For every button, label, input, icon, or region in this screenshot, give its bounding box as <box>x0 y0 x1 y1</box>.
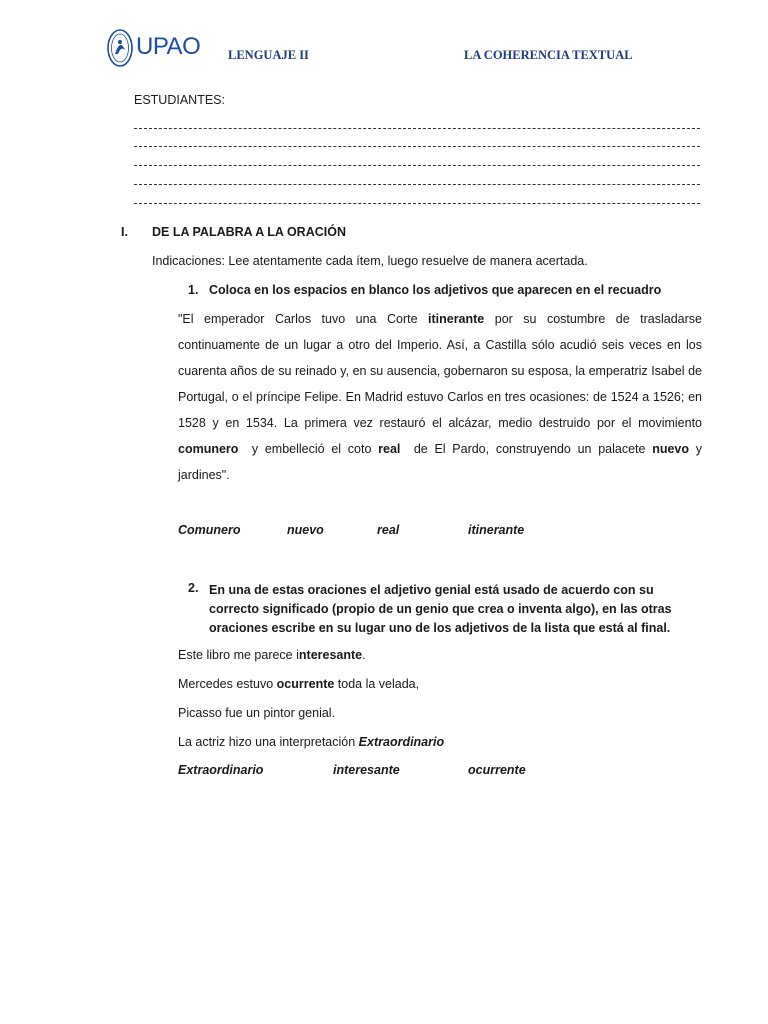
page-header <box>106 28 666 72</box>
answer-word: real <box>378 442 401 456</box>
answer-word: comunero <box>178 442 239 456</box>
topic-title: LA COHERENCIA TEXTUAL <box>464 48 633 62</box>
word-bank-2-item: ocurrente <box>468 763 526 777</box>
indications: Indicaciones: Lee atentamente cada ítem, luego resuelve de manera acertada. <box>152 254 588 268</box>
sentence-text: . <box>362 648 366 662</box>
word-bank-1-item: Comunero <box>178 523 241 537</box>
para-text: de El Pardo, construyendo un palacete <box>400 442 653 456</box>
student-line-3 <box>134 165 700 166</box>
students-label: ESTUDIANTES: <box>134 93 225 107</box>
word-bank-1-item: real <box>377 523 400 537</box>
sentence-text: La actriz hizo una interpretación <box>178 735 359 749</box>
question-1-paragraph <box>178 306 702 488</box>
student-line-1 <box>134 128 700 129</box>
sentence-4 <box>178 735 444 749</box>
para-text: y jardines". <box>178 442 702 482</box>
sentence-text: toda la velada, <box>334 677 420 691</box>
upao-logo <box>106 28 200 68</box>
word-bank-2-item: interesante <box>333 763 400 777</box>
section-title: DE LA PALABRA A LA ORACIÓN <box>152 225 346 239</box>
sentence-text: Mercedes estuvo <box>178 677 277 691</box>
answer-word: nteresante <box>298 648 363 662</box>
sentence-text: Este libro me parece i <box>178 648 299 662</box>
question-1-text: Coloca en los espacios en blanco los adjetivos que aparecen en el recuadro <box>209 283 662 297</box>
word-bank-1-item: nuevo <box>287 523 324 537</box>
student-line-5 <box>134 203 700 204</box>
section-number: I. <box>121 225 128 239</box>
para-text: por su costumbre de trasladarse continuamente de un lugar a otro del Imperio. Así, a Castilla sólo acudió seis veces en los cuarenta años de su reinado y, en su ausencia, gobernaron su esposa, la emperatriz Isabel de Portugal, o el príncipe Felipe. En Madrid estuvo Carlos en tres ocasiones: de 1524 a 1526; en 1528 y en 1534. La primera vez restauró el alcázar, medio destruido por el movimiento <box>178 312 702 430</box>
para-text: "El emperador Carlos tuvo una Corte <box>178 312 428 326</box>
student-line-2 <box>134 146 700 147</box>
question-2-number: 2. <box>188 581 199 595</box>
upao-seal-icon <box>106 28 134 68</box>
para-text: y embelleció el coto <box>238 442 379 456</box>
student-line-4 <box>134 184 700 185</box>
question-1-number: 1. <box>188 283 199 297</box>
sentence-2 <box>178 677 419 691</box>
answer-word: ocurrente <box>276 677 335 691</box>
logo-text: UPAO <box>136 33 201 60</box>
answer-word: itinerante <box>428 312 485 326</box>
sentence-3: Picasso fue un pintor genial. <box>178 706 336 720</box>
course-title: LENGUAJE II <box>228 48 309 62</box>
answer-word: Extraordinario <box>358 735 445 749</box>
sentence-1 <box>178 648 366 662</box>
word-bank-1-item: itinerante <box>468 523 525 537</box>
question-2-text: En una de estas oraciones el adjetivo genial está usado de acuerdo con su correcto significado (propio de un genio que crea o inventa algo), en las otras oraciones escribe en su lugar uno de los adjetivos de la lista que está al final. <box>209 583 672 635</box>
word-bank-2-item: Extraordinario <box>178 763 264 777</box>
answer-word: nuevo <box>652 442 690 456</box>
